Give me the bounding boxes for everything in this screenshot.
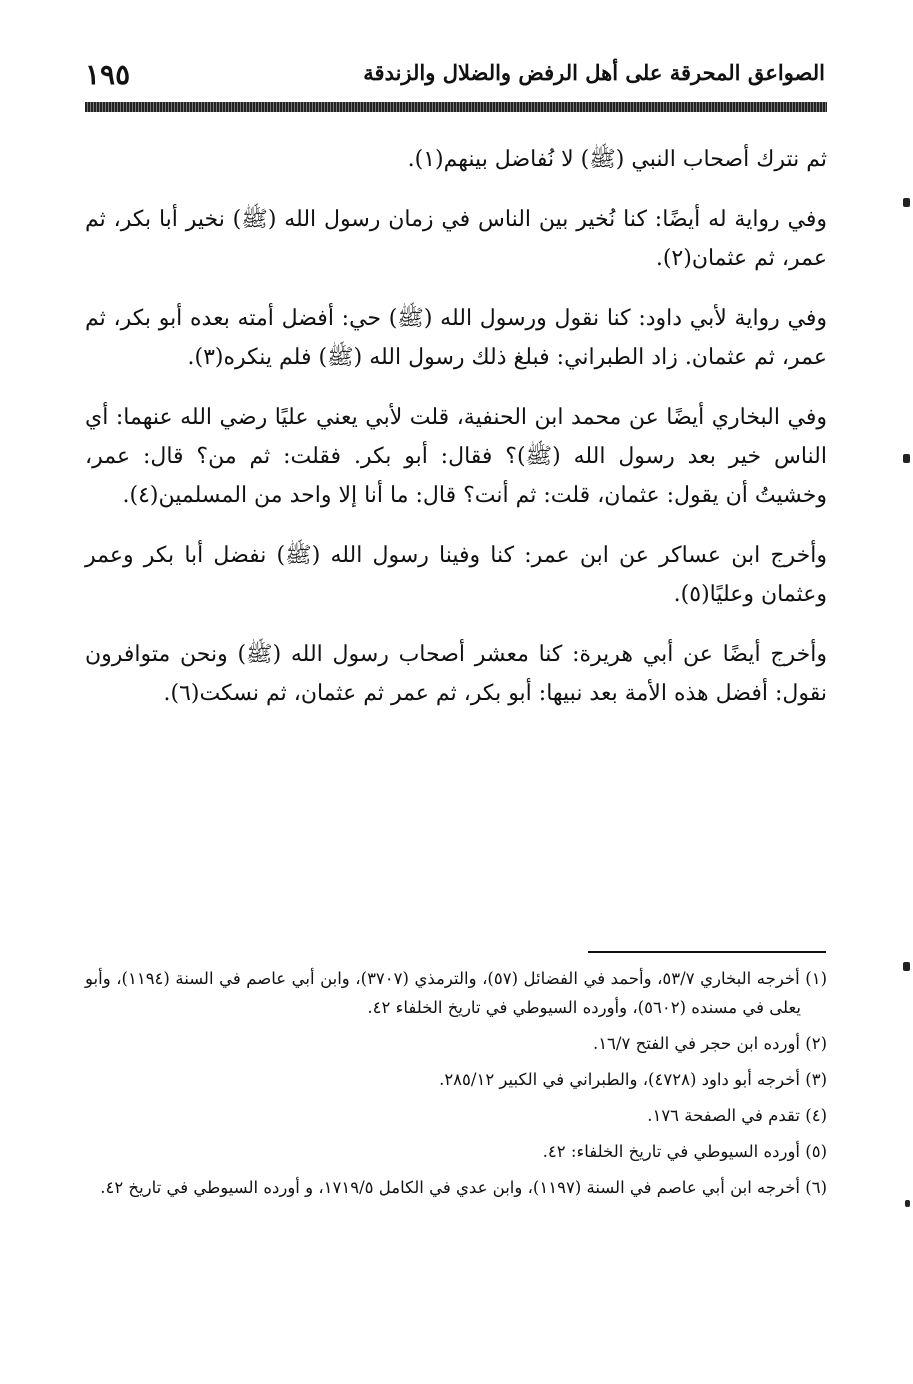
page-header: [85, 58, 825, 98]
paragraph: وفي رواية له أيضًا: كنا نُخير بين الناس في زمان رسول الله (ﷺ) نخير أبا بكر، ثم عمر، ثم عثمان(٢).: [85, 207, 827, 271]
edge-mark: [903, 962, 910, 971]
footnote: (٣) أخرجه أبو داود (٤٧٢٨)، والطبراني في الكبير ٢٨٥/١٢.: [439, 1070, 827, 1089]
footnote: (٦) أخرجه ابن أبي عاصم في السنة (١١٩٧)، وابن عدي في الكامل ١٧١٩/٥، و أورده السيوطي في تاريخ ٤٢.: [100, 1178, 827, 1197]
paragraph: وأخرج أيضًا عن أبي هريرة: كنا معشر أصحاب رسول الله (ﷺ) ونحن متوافرون نقول: أفضل هذه الأمة بعد نبيها: أبو بكر، ثم عمر ثم عثمان، ثم نسكت(٦).: [85, 642, 827, 706]
footnotes: [85, 964, 827, 1209]
footnote-separator: [588, 951, 826, 953]
running-title: الصواعق المحرقة على أهل الرفض والضلال والزندقة: [363, 60, 825, 85]
main-text: [85, 140, 827, 734]
paragraph: ثم نترك أصحاب النبي (ﷺ) لا نُفاضل بينهم(١).: [407, 147, 827, 172]
footnote: (١) أخرجه البخاري ٥٣/٧، وأحمد في الفضائل (٥٧)، والترمذي (٣٧٠٧)، وابن أبي عاصم في السنة (١١٩٤)، وأبو يعلى في مسنده (٥٦٠٢)، وأورده السيوطي في تاريخ الخلفاء ٤٢.: [85, 969, 827, 1017]
edge-mark: [903, 454, 910, 463]
edge-mark: [905, 1200, 910, 1207]
footnote: (٥) أورده السيوطي في تاريخ الخلفاء: ٤٢.: [542, 1142, 827, 1161]
edge-mark: [903, 198, 910, 207]
paragraph: وفي رواية لأبي داود: كنا نقول ورسول الله (ﷺ) حي: أفضل أمته بعده أبو بكر، ثم عمر، ثم عثمان. زاد الطبراني: فبلغ ذلك رسول الله (ﷺ) فلم ينكره(٣).: [85, 306, 827, 370]
header-rule: [85, 102, 827, 112]
footnote: (٢) أورده ابن حجر في الفتح ١٦/٧.: [592, 1034, 827, 1053]
footnote: (٤) تقدم في الصفحة ١٧٦.: [647, 1106, 827, 1125]
paragraph: وفي البخاري أيضًا عن محمد ابن الحنفية، قلت لأبي يعني عليًا رضي الله عنهما: أي الناس خير بعد رسول الله (ﷺ)؟ فقال: أبو بكر. فقلت: ثم من؟ قال: عمر، وخشيتُ أن يقول: عثمان، قلت: ثم أنت؟ قال: ما أنا إلا واحد من المسلمين(٤).: [85, 405, 828, 508]
page-number: ١٩٥: [85, 58, 131, 91]
paragraph: وأخرج ابن عساكر عن ابن عمر: كنا وفينا رسول الله (ﷺ) نفضل أبا بكر وعمر وعثمان وعليًا(٥).: [85, 543, 827, 607]
